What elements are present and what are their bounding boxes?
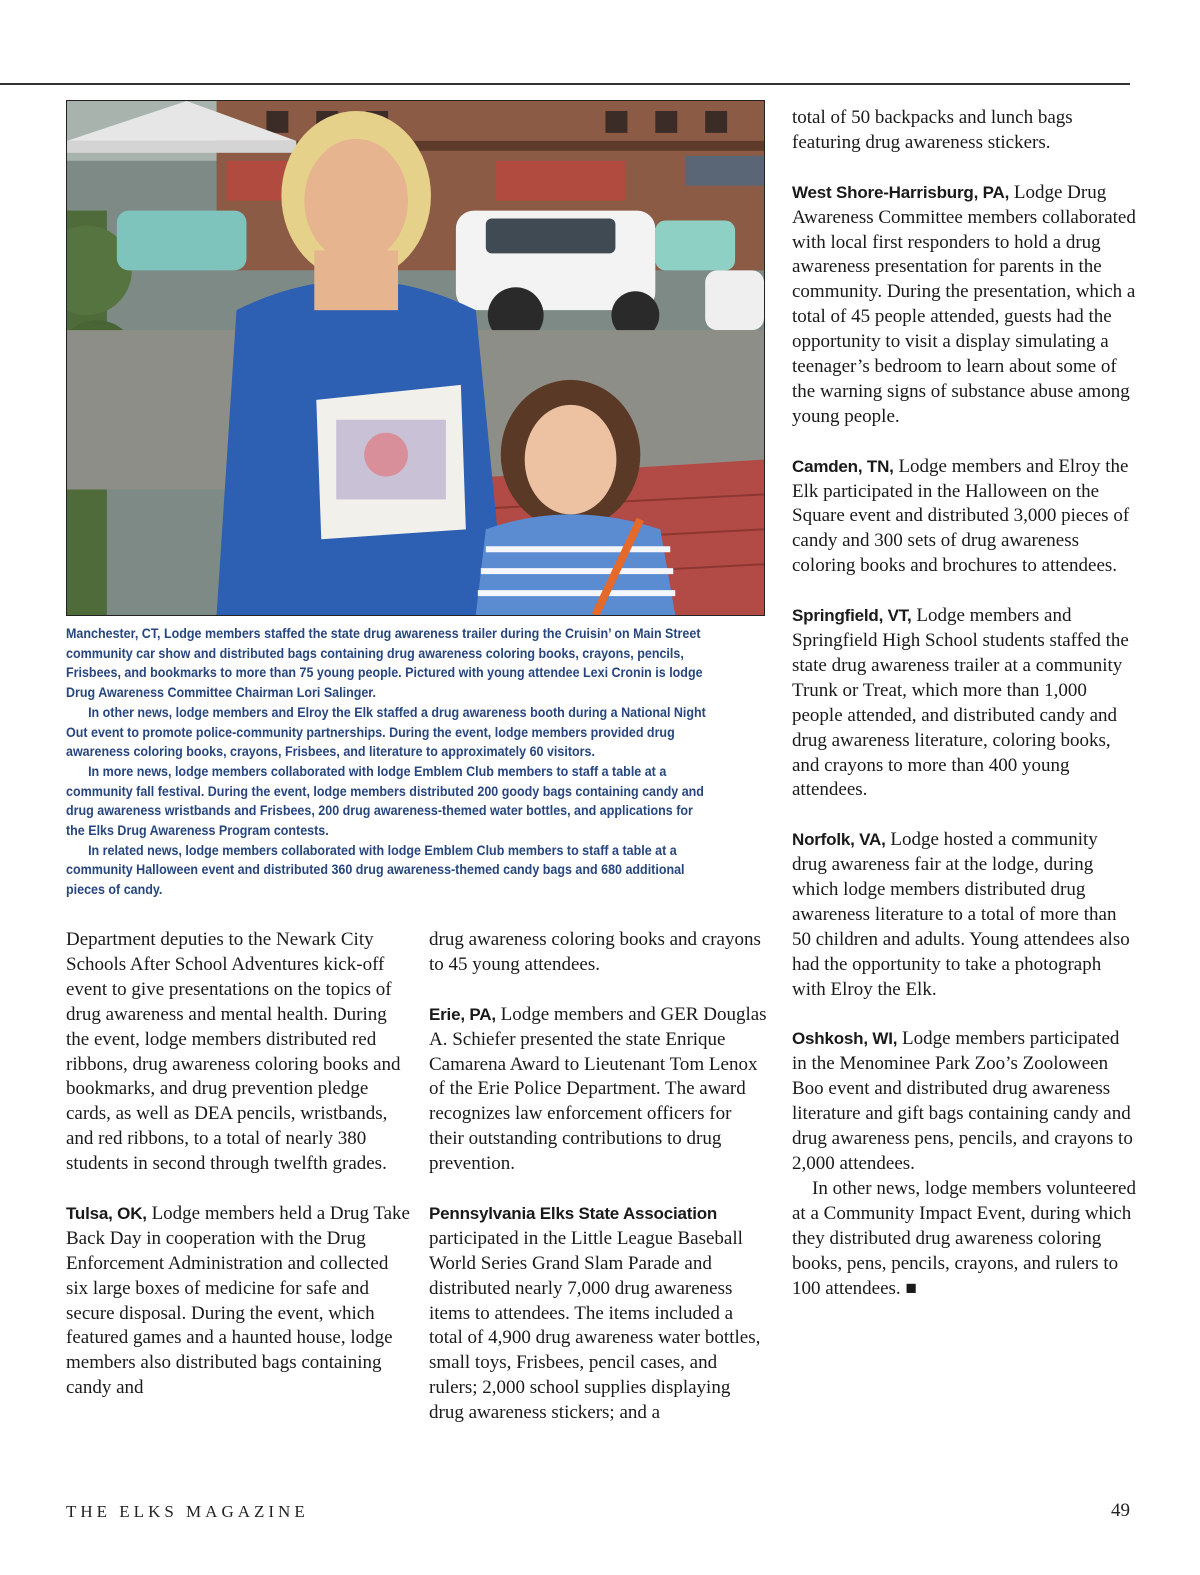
caption-text: Lodge members staffed the state drug awareness trailer during the Cruisin’ on Main Street community car show and distributed bags containing drug awareness coloring books, crayons, pencils, Frisbees, and bookmarks to more than 75 young people. Pictured with young attendee Lexi Cronin is lodge Drug Awareness Committee Chairman Lori Salinger. <box>66 626 703 701</box>
article-paragraph: Department deputies to the Newark City Schools After School Adventures kick-off event to give presentations on the topics of drug awareness and mental health. During the event, lodge members distributed red ribbons, drug awareness coloring books and bookmarks, and drug prevention pledge cards, as well as DEA pencils, wristbands, and red ribbons, to a total of nearly 380 students in second through twelfth grades. <box>66 929 401 1175</box>
paragraph-text: Lodge members participated in the Menominee Park Zoo’s Zooloween Boo event and distributed drug awareness literature and gift bags containing candy and drug awareness pens, pencils, and crayons to 2,000 attendees. <box>792 1028 1133 1174</box>
paragraph-text: Lodge Drug Awareness Committee members collaborated with local first responders to hold a drug awareness presentation for parents in the community. During the presentation, which a total of 45 people attended, guests had the opportunity to visit a display simulating a teenager’s bedroom to learn about some of the warning signs of substance abuse among young people. <box>792 181 1136 427</box>
article-paragraph-norfolk <box>792 828 1137 1002</box>
location-lead: West Shore-Harrisburg, PA, <box>792 182 1010 202</box>
article-paragraph: total of 50 backpacks and lunch bags featuring drug awareness stickers. <box>792 107 1073 153</box>
location-lead: Norfolk, VA, <box>792 830 886 850</box>
article-paragraph-pennsylvania <box>429 1202 769 1426</box>
paragraph-text: participated in the Little League Baseball World Series Grand Slam Parade and distributed nearly 7,000 drug awareness items to attendees. The items included a total of 4,900 drug awareness water bottles, small toys, Frisbees, pencil cases, and rulers; 2,000 school supplies displaying drug awareness stickers; and a <box>429 1227 761 1424</box>
article-column-1 <box>66 928 411 1401</box>
photo-caption <box>66 624 710 900</box>
page-number: 49 <box>1111 1500 1130 1521</box>
end-mark: ■ <box>905 1277 917 1299</box>
article-paragraph-springfield <box>792 604 1137 803</box>
article-paragraph-camden <box>792 455 1137 580</box>
paragraph-text: In other news, lodge members volunteered at a Community Impact Event, during which they distributed drug awareness coloring books, pens, pencils, crayons, and rulers to 100 attendees. <box>792 1177 1136 1299</box>
article-paragraph-oshkosh <box>792 1027 1137 1176</box>
article-paragraph-tulsa <box>66 1202 411 1401</box>
event-photo-illustration <box>67 101 764 615</box>
event-photo <box>66 100 765 616</box>
article-column-3 <box>792 106 1137 1301</box>
article-paragraph-erie <box>429 1003 769 1177</box>
caption-paragraph: In more news, lodge members collaborated with lodge Emblem Club members to staff a table at a community fall festival. During the event, lodge members distributed 200 goody bags containing candy and drug awareness wristbands and Frisbees, 200 drug awareness-themed water bottles, and applications for the Elks Drug Awareness Program contests. <box>66 763 704 839</box>
paragraph-text: Lodge members held a Drug Take Back Day in cooperation with the Drug Enforcement Administration and collected six large boxes of medicine for safe and secure disposal. During the event, which featured games and a haunted house, lodge members also distributed bags containing candy and <box>66 1202 410 1399</box>
article-paragraph-west-shore <box>792 181 1137 430</box>
location-lead: Oshkosh, WI, <box>792 1029 898 1049</box>
magazine-title: THE ELKS MAGAZINE <box>66 1502 309 1521</box>
paragraph-text: Lodge hosted a community drug awareness fair at the lodge, during which lodge members distributed drug awareness literature to a total of more than 50 children and adults. Young attendees also had the opportunity to take a photograph with Elroy the Elk. <box>792 829 1130 1000</box>
paragraph-text: Lodge members and Elroy the Elk participated in the Halloween on the Square event and distributed 3,000 pieces of candy and 300 sets of drug awareness coloring books and brochures to attendees. <box>792 455 1130 577</box>
location-lead: Tulsa, OK, <box>66 1203 147 1223</box>
article-paragraph: drug awareness coloring books and crayons to 45 young attendees. <box>429 929 761 975</box>
header-rule <box>0 83 1130 85</box>
caption-paragraph: In other news, lodge members and Elroy the Elk staffed a drug awareness booth during a National Night Out event to promote police-community partnerships. During the event, lodge members provided drug awareness coloring books, crayons, Frisbees, and literature to approximately 60 visitors. <box>66 704 706 760</box>
location-lead: Camden, TN, <box>792 456 894 476</box>
location-lead: Springfield, VT, <box>792 606 912 626</box>
paragraph-text: Lodge members and Springfield High School students staffed the state drug awareness trailer at a community Trunk or Treat, which more than 1,000 people attended, and distributed candy and drug awareness literature, coloring books, and crayons to more than 400 young attendees. <box>792 605 1129 801</box>
caption-paragraph: In related news, lodge members collaborated with lodge Emblem Club members to staff a table at a community Halloween event and distributed 360 drug awareness-themed candy bags and 680 additional pieces of candy. <box>66 842 685 898</box>
paragraph-text: Lodge members and GER Douglas A. Schiefer presented the state Enrique Camarena Award to Lieutenant Tom Lenox of the Erie Police Department. The award recognizes law enforcement officers for their outstanding contributions to drug prevention. <box>429 1003 767 1175</box>
location-lead: Pennsylvania Elks State Association <box>429 1203 718 1223</box>
location-lead: Erie, PA, <box>429 1004 496 1024</box>
article-column-2 <box>429 928 769 1426</box>
article-paragraph-oshkosh-more <box>792 1177 1137 1302</box>
caption-paragraph <box>66 624 710 703</box>
caption-lead-location: Manchester, CT, <box>66 626 161 641</box>
